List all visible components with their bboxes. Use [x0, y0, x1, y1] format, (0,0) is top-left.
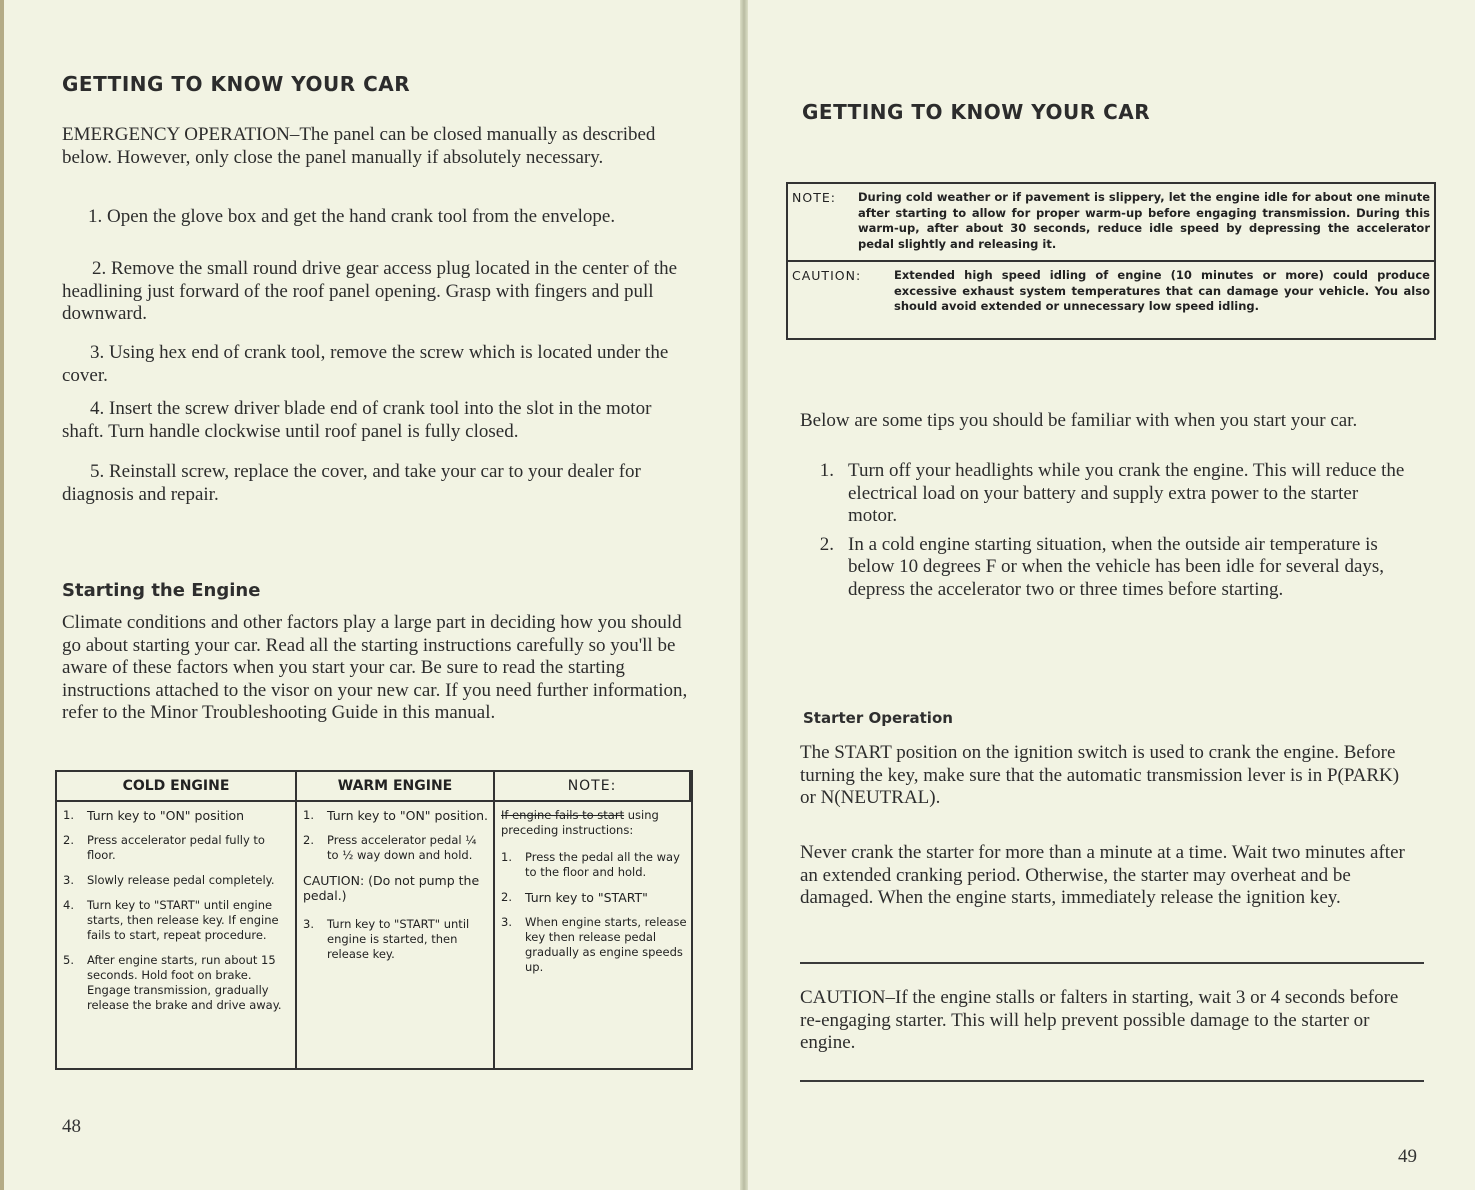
caution-text: Extended high speed idling of engine (10 minutes or more) could produce excessive exhaust system temperatures that can damage your vehicle. You also should avoid extended or unnecessary low speed idling.	[894, 268, 1430, 313]
cold-step: 3. Slowly release pedal completely.	[63, 873, 275, 887]
emergency-step-4: 4. Insert the screw driver blade end of crank tool into the slot in the motor shaft. Turn handle clockwise until roof panel is fully closed.	[62, 398, 652, 442]
caution-row	[788, 262, 1434, 321]
note-step: 3. When engine starts, release key then release pedal gradually as engine speeds up.	[501, 915, 687, 974]
right-page-heading: GETTING TO KNOW YOUR CAR	[802, 100, 1151, 124]
note-step: 1. Press the pedal all the way to the floor and hold.	[501, 850, 680, 879]
note-label: NOTE:	[792, 190, 836, 205]
tips-intro: Below are some tips you should be familiar with when you start your car.	[800, 410, 1358, 431]
note-intro: If engine fails to start using preceding instructions:	[501, 808, 659, 837]
emergency-step-5: 5. Reinstall screw, replace the cover, and take your car to your dealer for diagnosis and repair.	[62, 461, 641, 505]
starter-operation-heading: Starter Operation	[803, 709, 953, 727]
warm-step: 2. Press accelerator pedal ¼ to ½ way down and hold.	[303, 833, 477, 862]
starter-paragraph-2: Never crank the starter for more than a minute at a time. Wait two minutes after an extended cranking period. Otherwise, the starter may overheat and be damaged. When the engine starts, immediately release the ignition key.	[800, 842, 1405, 908]
tip-item: 1. Turn off your headlights while you crank the engine. This will reduce the electrical load on your battery and supply extra power to the starter motor.	[819, 460, 1405, 526]
right-page-number: 49	[1398, 1146, 1417, 1167]
note-text: During cold weather or if pavement is slippery, let the engine idle for about one minute after starting to allow for proper warm-up before engaging transmission. During this warm-up, after about 30 seconds, reduce idle speed by depressing the accelerator pedal slightly and releasing it.	[858, 190, 1430, 251]
emergency-intro: EMERGENCY OPERATION–The panel can be closed manually as described below. However, only close the panel manually if absolutely necessary.	[62, 124, 656, 168]
divider-top	[800, 962, 1424, 964]
starter-paragraph-1: The START position on the ignition switch is used to crank the engine. Before turning the key, make sure that the automatic transmission lever is in P(PARK) or N(NEUTRAL).	[800, 742, 1400, 808]
warm-caution-note: CAUTION: (Do not pump the pedal.)	[303, 873, 480, 903]
emergency-step-1: 1. Open the glove box and get the hand crank tool from the envelope.	[88, 206, 616, 227]
divider-bottom	[800, 1080, 1424, 1082]
starter-caution: CAUTION–If the engine stalls or falters in starting, wait 3 or 4 seconds before re-engaging starter. This will help prevent possible damage to the starter or engine.	[800, 987, 1399, 1053]
left-page-heading: GETTING TO KNOW YOUR CAR	[62, 72, 411, 96]
starting-engine-heading: Starting the Engine	[62, 580, 261, 601]
cold-step: 1. Turn key to "ON" position	[63, 808, 245, 823]
cold-step: 2. Press accelerator pedal fully to floor.	[63, 833, 265, 862]
note-step: 2. Turn key to "START"	[501, 890, 648, 905]
note-row	[788, 184, 1434, 262]
table-header-cold: COLD ENGINE	[57, 772, 297, 802]
tips-list	[800, 460, 1410, 607]
starting-engine-text: Climate conditions and other factors play a large part in deciding how you should go about starting your car. Read all the starting instructions carefully so you'll be aware of these factors when you start your car. Be sure to read the starting instructions attached to the visor on your new car. If you need further information, refer to the Minor Troubleshooting Guide in this manual.	[62, 612, 688, 723]
warm-step: 3. Turn key to "START" until engine is started, then release key.	[303, 917, 470, 961]
cold-step: 4. Turn key to "START" until engine starts, then release key. If engine fails to start, repeat procedure.	[63, 898, 279, 942]
warm-engine-column	[297, 802, 495, 1068]
starting-instructions-table	[55, 770, 693, 1070]
caution-label: CAUTION:	[792, 268, 862, 283]
emergency-step-3: 3. Using hex end of crank tool, remove the screw which is located under the cover.	[62, 342, 669, 386]
tip-item: 2. In a cold engine starting situation, when the outside air temperature is below 10 degrees F or when the vehicle has been idle for several days, depress the accelerator two or three times before starting.	[819, 533, 1385, 600]
left-page-number: 48	[62, 1116, 81, 1137]
warm-step: 1. Turn key to "ON" position.	[303, 808, 488, 823]
emergency-step-2: 2. Remove the small round drive gear access plug located in the center of the headlining just forward of the roof panel opening. Grasp with fingers and pull downward.	[62, 258, 678, 324]
cold-step: 5. After engine starts, run about 15 seconds. Hold foot on brake. Engage transmission, gradually release the brake and drive away.	[63, 953, 282, 1012]
page-edge	[0, 0, 4, 1190]
note-caution-box	[786, 182, 1436, 340]
note-column	[495, 802, 691, 1068]
table-header-note: NOTE:	[495, 772, 691, 802]
table-header-warm: WARM ENGINE	[297, 772, 495, 802]
cold-engine-column	[57, 802, 297, 1068]
book-gutter	[740, 0, 748, 1190]
